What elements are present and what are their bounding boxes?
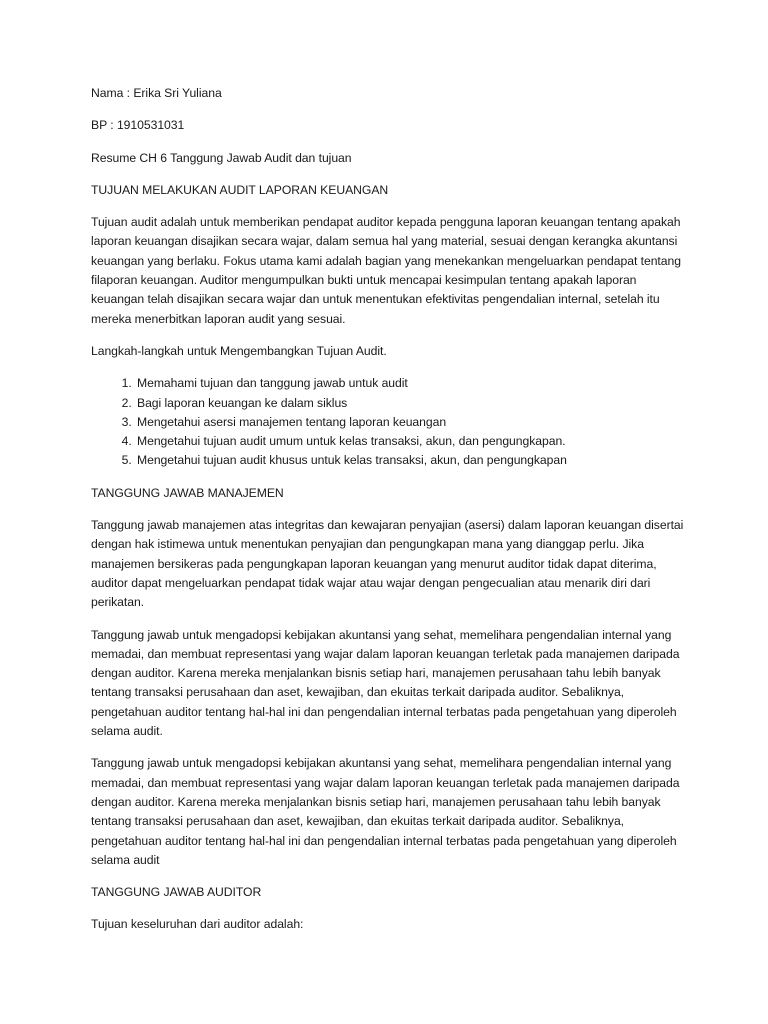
section-heading-auditor: TANGGUNG JAWAB AUDITOR (91, 885, 262, 900)
list-item: 1. Memahami tujuan dan tanggung jawab untuk audit (135, 374, 691, 393)
list-item: 3. Mengetahui asersi manajemen tentang laporan keuangan (135, 413, 691, 432)
steps-intro: Langkah-langkah untuk Mengembangkan Tujuan Audit. (91, 343, 387, 358)
student-name: Nama : Erika Sri Yuliana (91, 86, 222, 100)
paragraph-audit-objectives: Tujuan audit adalah untuk memberikan pendapat auditor kepada pengguna laporan keuangan tentang apakah laporan keuangan disajikan secara wajar, dalam semua hal yang material, sesuai dengan kerangka akuntansi keuangan yang berlaku. Fokus utama kami adalah bagian yang menekankan mengeluarkan pendapat tentang filaporan keuangan. Auditor mengumpulkan bukti untuk mencapai kesimpulan tentang apakah laporan keuangan telah disajikan secara wajar dan untuk menentukan efektivitas pengendalian internal, setelah itu mereka menerbitkan laporan audit yang sesuai. (91, 215, 681, 326)
paragraph-management-2: Tanggung jawab untuk mengadopsi kebijakan akuntansi yang sehat, memelihara pengendalian internal yang memadai, dan membuat representasi yang wajar dalam laporan keuangan terletak pada manajemen daripada dengan auditor. Karena mereka menjalankan bisnis setiap hari, manajemen perusahaan tahu lebih banyak tentang transaksi perusahaan dan aset, kewajiban, dan ekuitas terkait daripada auditor. Sebaliknya, pengetahuan auditor tentang hal-hal ini dan pengendalian internal terbatas pada pengetahuan yang diperoleh selama audit. (91, 627, 680, 739)
paragraph-management-1: Tanggung jawab manajemen atas integritas dan kewajaran penyajian (asersi) dalam laporan keuangan disertai dengan hak istimewa untuk menentukan penyajian dan pengungkapan mana yang dianggap perlu. Jika manajemen bersikeras pada pengungkapan laporan keuangan yang menurut auditor tidak dapat diterima, auditor dapat mengeluarkan pendapat tidak wajar atau wajar dengan pengecualian atau menarik diri dari perikatan. (91, 518, 684, 610)
resume-title: Resume CH 6 Tanggung Jawab Audit dan tujuan (91, 150, 352, 165)
list-item: 2. Bagi laporan keuangan ke dalam siklus (135, 394, 691, 413)
steps-list (91, 374, 691, 470)
list-item: 4. Mengetahui tujuan audit umum untuk kelas transaksi, akun, dan pengungkapan. (135, 432, 691, 451)
section-heading-management: TANGGUNG JAWAB MANAJEMEN (91, 485, 284, 500)
paragraph-auditor: Tujuan keseluruhan dari auditor adalah: (91, 917, 304, 932)
student-bp: BP : 1910531031 (91, 118, 185, 133)
paragraph-management-3: Tanggung jawab untuk mengadopsi kebijakan akuntansi yang sehat, memelihara pengendalian internal yang memadai, dan membuat representasi yang wajar dalam laporan keuangan terletak pada manajemen daripada dengan auditor. Karena mereka menjalankan bisnis setiap hari, manajemen perusahaan tahu lebih banyak tentang transaksi perusahaan dan aset, kewajiban, dan ekuitas terkait daripada auditor. Sebaliknya, pengetahuan auditor tentang hal-hal ini dan pengendalian internal terbatas pada pengetahuan yang diperoleh selama audit (91, 756, 680, 867)
list-item: 5. Mengetahui tujuan audit khusus untuk kelas transaksi, akun, dan pengungkapan (135, 451, 691, 470)
section-heading-audit-objectives: TUJUAN MELAKUKAN AUDIT LAPORAN KEUANGAN (91, 182, 389, 197)
document-page (91, 84, 691, 948)
